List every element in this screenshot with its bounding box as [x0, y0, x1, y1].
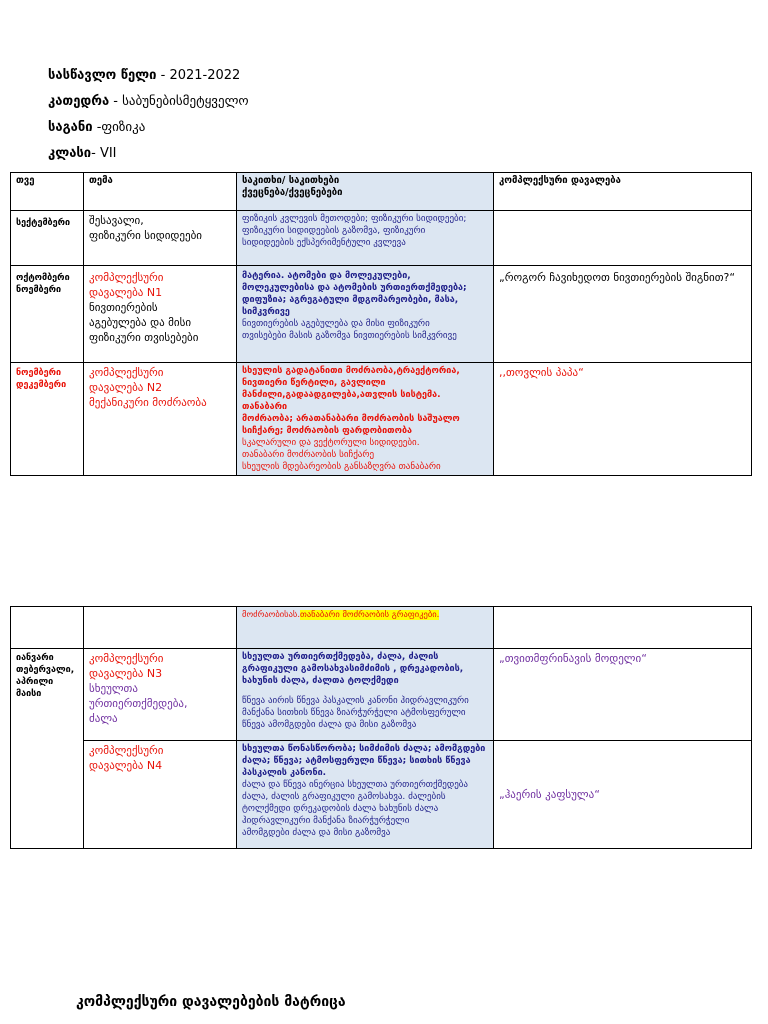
month-cell: სექტემბერი	[11, 211, 84, 266]
subject-value: ფიზიკა	[101, 120, 146, 135]
theme-cell: კომპლექსური დავალება N4	[84, 741, 237, 849]
month-cell: იანვარი თებერვალი, აპრილი მაისი	[11, 649, 84, 849]
year-value: 2021-2022	[169, 68, 241, 83]
year-label: სასწავლო წელი	[48, 68, 157, 83]
topic-cell: სხეულთა ურთიერთქმედება, ძალა, ძალის გრაფიკული გამოსახვასიმძიმის , დრეკადობის, ხახუნის ძალა, ძალთა ტოლქმედი წნევა აირის წნევა პასკალის კანონი ჰიდრავლიკური მანქანა სითხის წნევა ზიარჭურჭელი ატმოსფერული წნევა ამომგდები ძალა და მისი გაზომვა	[237, 649, 494, 741]
topic-cell: სხეულთა წონასწორობა; სიმძიმის ძალა; ამომგდები ძალა; წნევა; ატმოსფერული წნევა; სითხის წნევა პასკალის კანონი. ძალა და წნევა ინერცია სხეულთა ურთიერთქმედება ძალა, ძალის გრაფიკული გამოსახვა. ძალების ტოლქმედი დრეკადობის ძალა ხახუნის ძალა ჰიდრავლიკური მანქანა ზიარჭურჭელი ამომგდები ძალა და მისი გაზომვა	[237, 741, 494, 849]
header-class: კლასი- VII	[48, 146, 117, 161]
header-month: თვე	[11, 173, 84, 211]
table-row	[11, 741, 752, 849]
month-cell: ოქტომბერი ნოემბერი	[11, 266, 84, 363]
table-header-row	[11, 173, 752, 211]
complex-task-cell: „ჰაერის კაფსულა“	[494, 741, 752, 849]
complex-task-cell: „თვითმფრინავის მოდელი“	[494, 649, 752, 741]
topic-cell: სხეულის გადატანითი მოძრაობა,ტრაექტორია, ნივთიერი წერტილი, გავლილი მანძილი,გადაადგილება,ათვლის სისტემა. თანაბარი მოძრაობა; არათანაბარი მოძრაობის საშუალო სიჩქარე; მოძრაობის ფარდობითობა სკალარული და ვექტორული სიდიდეები. თანაბარი მოძრაობის სიჩქარე სხეულის მდებარეობის განსაზღვრა თანაბარი	[237, 363, 494, 476]
subject-label: საგანი	[48, 120, 93, 135]
topic-cell: მოძრაობისას.თანაბარი მოძრაობის გრაფიკები.	[237, 607, 494, 649]
complex-task-cell: „როგორ ჩავიხედოთ ნივთიერების შიგნით?“	[494, 266, 752, 363]
theme-cell	[84, 607, 237, 649]
table-row	[11, 211, 752, 266]
department-value: საბუნებისმეტყველო	[122, 94, 249, 109]
topic-cell: ფიზიკის კვლევის მეთოდები; ფიზიკური სიდიდეები; ფიზიკური სიდიდეების გაზომვა, ფიზიკური სიდიდეების ექსპერიმენტული კვლევა	[237, 211, 494, 266]
header-year: სასწავლო წელი - 2021-2022	[48, 68, 241, 83]
header-complex-task: კომპლექსური დავალება	[494, 173, 752, 211]
theme-cell: კომპლექსური დავალება N1 ნივთიერების აგებულება და მისი ფიზიკური თვისებები	[84, 266, 237, 363]
table-row	[11, 363, 752, 476]
curriculum-table-2	[10, 606, 752, 849]
header-department: კათედრა - საბუნებისმეტყველო	[48, 94, 249, 109]
table-row	[11, 607, 752, 649]
matrix-title: კომპლექსური დავალებების მატრიცა	[76, 994, 346, 1010]
complex-task-cell	[494, 607, 752, 649]
header-subject: საგანი -ფიზიკა	[48, 120, 146, 135]
complex-task-cell: ,,თოვლის პაპა“	[494, 363, 752, 476]
complex-task-cell	[494, 211, 752, 266]
month-cell	[11, 607, 84, 649]
topic-cell: მატერია. ატომები და მოლეკულები, მოლეკულებისა და ატომების ურთიერთქმედება; დიფუზია; აგრეგატული მდგომარეობები, მასა, სიმკვრივე ნივთიერების აგებულება და მისი ფიზიკური თვისებები მასის გაზომვა ნივთიერების სიმკვრივე	[237, 266, 494, 363]
class-label: კლასი	[48, 146, 92, 161]
header-theme: თემა	[84, 173, 237, 211]
table-row	[11, 266, 752, 363]
theme-cell: კომპლექსური დავალება N2 მექანიკური მოძრაობა	[84, 363, 237, 476]
curriculum-table-1	[10, 172, 752, 476]
header-topic: საკითხი/ საკითხები ქვეცნება/ქვეცნებები	[237, 173, 494, 211]
class-value: VII	[99, 146, 117, 161]
month-cell: ნოემბერი დეკემბერი	[11, 363, 84, 476]
table-row	[11, 649, 752, 741]
department-label: კათედრა	[48, 94, 110, 109]
theme-cell: კომპლექსური დავალება N3 სხეულთა ურთიერთქმედება, ძალა	[84, 649, 237, 741]
theme-cell: შესავალი, ფიზიკური სიდიდეები	[84, 211, 237, 266]
